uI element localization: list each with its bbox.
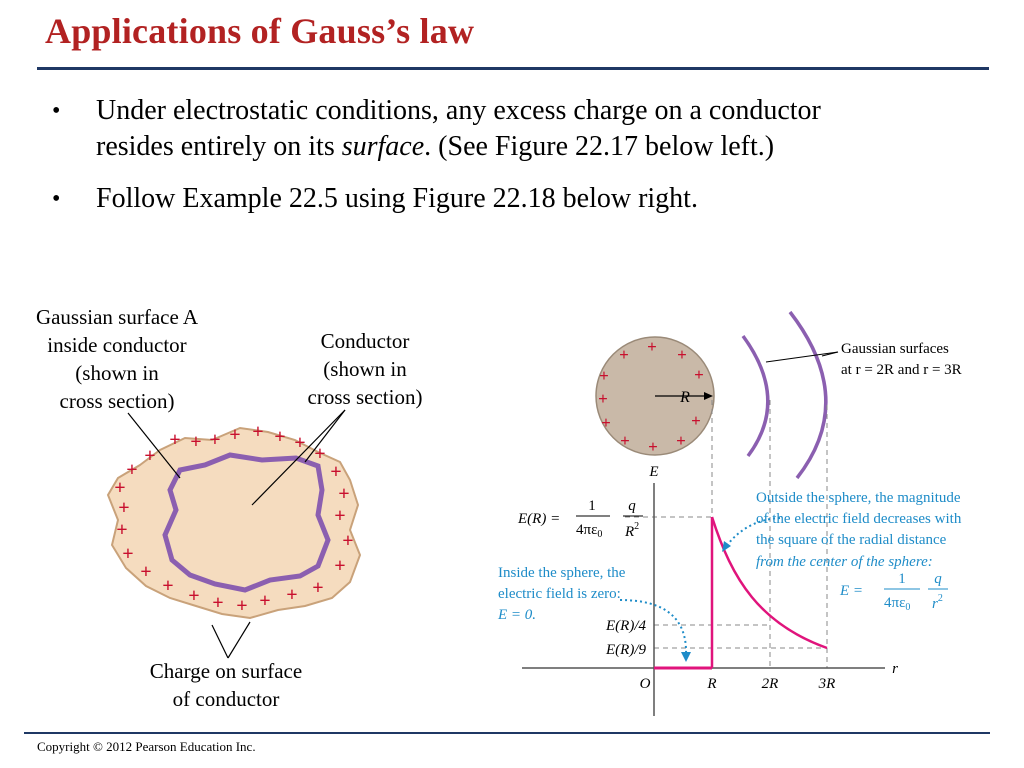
inside-note-line-3: E = 0.	[498, 607, 537, 623]
gaussian-surfaces-label-2: at r = 2R and r = 3R	[841, 362, 962, 378]
plus-charge: +	[122, 543, 134, 565]
footer-divider	[24, 732, 990, 734]
er-formula-num: 1	[588, 498, 596, 514]
bullet-marker: •	[52, 98, 61, 124]
plus-charge: +	[620, 431, 630, 450]
plus-charge: +	[648, 437, 658, 456]
plus-charge: +	[274, 426, 286, 448]
er-formula-lhs: E(R) =	[518, 511, 561, 527]
er-formula	[517, 498, 643, 540]
gaussian-a-label-1: Gaussian surface A	[35, 305, 199, 329]
outside-note-line-3: the square of the radial distance	[756, 532, 947, 548]
outside-note-line-2: of the electric field decreases with	[756, 511, 962, 527]
plus-charge: +	[694, 365, 704, 384]
plus-charge: +	[126, 459, 138, 481]
plus-charge: +	[114, 477, 126, 499]
x-tick-r: R	[707, 676, 717, 692]
plus-charge: +	[209, 429, 221, 451]
radius-label: R	[680, 389, 690, 406]
plus-charge: +	[312, 577, 324, 599]
plus-charge: +	[286, 584, 298, 606]
outside-formula-num: 1	[898, 571, 906, 587]
plus-charge: +	[236, 595, 248, 617]
plus-charge: +	[334, 505, 346, 527]
plus-charge: +	[338, 483, 350, 505]
bullet-2-text: Follow Example 22.5 using Figure 22.18 below right.	[96, 183, 698, 214]
plus-charge: +	[259, 590, 271, 612]
x-axis-label: r	[892, 661, 898, 677]
bullet-1-emphasis: surface	[341, 131, 425, 162]
copyright-text: Copyright © 2012 Pearson Education Inc.	[37, 739, 256, 754]
x-tick-3r: 3R	[818, 676, 836, 692]
conductor-label-2: (shown in	[323, 357, 407, 381]
plus-charge: +	[676, 431, 686, 450]
plus-charge: +	[162, 575, 174, 597]
inside-note-line-2: electric field is zero:	[498, 586, 621, 602]
charge-label-1: Charge on surface	[149, 659, 303, 683]
plus-charge: +	[190, 431, 202, 453]
leader-line	[212, 625, 228, 658]
figure-conductor	[36, 305, 423, 711]
inside-note	[497, 565, 626, 623]
plus-charge: +	[601, 413, 611, 432]
er-formula-den: $4\pi\varepsilon_0$	[576, 522, 603, 540]
outside-formula-lhs: E =	[840, 583, 864, 599]
slide-title: Applications of Gauss’s law	[45, 11, 475, 51]
y-tick-er9: E(R)/9	[606, 642, 646, 658]
y-tick-er4: E(R)/4	[606, 618, 646, 634]
y-axis-label: E	[649, 464, 659, 480]
plus-charge: +	[169, 429, 181, 451]
plus-charge: +	[334, 555, 346, 577]
outside-formula-q: q	[934, 571, 942, 587]
outside-note-line-1: Outside the sphere, the magnitude	[756, 490, 961, 506]
gaussian-a-label-3: (shown in	[75, 361, 159, 385]
outside-pointer-arrowhead	[722, 541, 731, 552]
gaussian-surface-2r	[743, 336, 768, 456]
er-formula-q: q	[628, 498, 636, 514]
plus-charge: +	[599, 366, 609, 385]
figure-sphere-field	[497, 312, 962, 716]
plus-charge: +	[116, 519, 128, 541]
plus-charge: +	[118, 497, 130, 519]
plus-charge: +	[330, 461, 342, 483]
gaussian-a-label-4: cross section)	[59, 389, 175, 413]
x-tick-2r: 2R	[761, 676, 779, 692]
plus-charge: +	[677, 345, 687, 364]
conductor-label-1: Conductor	[320, 329, 410, 353]
outside-formula-den: $4\pi\varepsilon_0$	[884, 595, 911, 613]
plus-charge: +	[212, 592, 224, 614]
gaussian-a-label-2: inside conductor	[47, 333, 187, 357]
inside-pointer-arrowhead	[681, 652, 691, 662]
plus-charge: +	[294, 432, 306, 454]
outside-formula-r2: $r^2$	[932, 593, 943, 612]
plus-charge: +	[314, 443, 326, 465]
gaussian-surfaces-label-1: Gaussian surfaces	[841, 341, 949, 357]
plus-charge: +	[252, 421, 264, 443]
plus-charge: +	[229, 424, 241, 446]
bullet-1-text-a: resides entirely on its	[96, 131, 342, 162]
conductor-label-3: cross section)	[307, 385, 423, 409]
plus-charge: +	[144, 445, 156, 467]
plus-charge: +	[619, 345, 629, 364]
er-formula-r2: $R^2$	[625, 521, 640, 540]
bullet-marker: •	[52, 186, 61, 212]
gaussian-surface-3r	[790, 312, 826, 478]
plus-charge: +	[342, 530, 354, 552]
charge-label-2: of conductor	[172, 687, 280, 711]
plus-charge: +	[140, 561, 152, 583]
bullet-1-text-b: . (See Figure 22.17 below left.)	[424, 131, 775, 162]
outside-note-line-4: from the center of the sphere:	[756, 554, 933, 570]
outside-note	[756, 490, 962, 613]
inside-note-line-1: Inside the sphere, the	[498, 565, 626, 581]
plus-charge: +	[188, 585, 200, 607]
leader-line	[228, 622, 250, 658]
bullet-1-line-1: Under electrostatic conditions, any excess charge on a conductor	[96, 95, 821, 126]
plus-charge: +	[598, 389, 608, 408]
leader-line	[766, 352, 838, 362]
plus-charge: +	[691, 411, 701, 430]
origin-label: O	[639, 676, 651, 692]
plus-charge: +	[647, 337, 657, 356]
